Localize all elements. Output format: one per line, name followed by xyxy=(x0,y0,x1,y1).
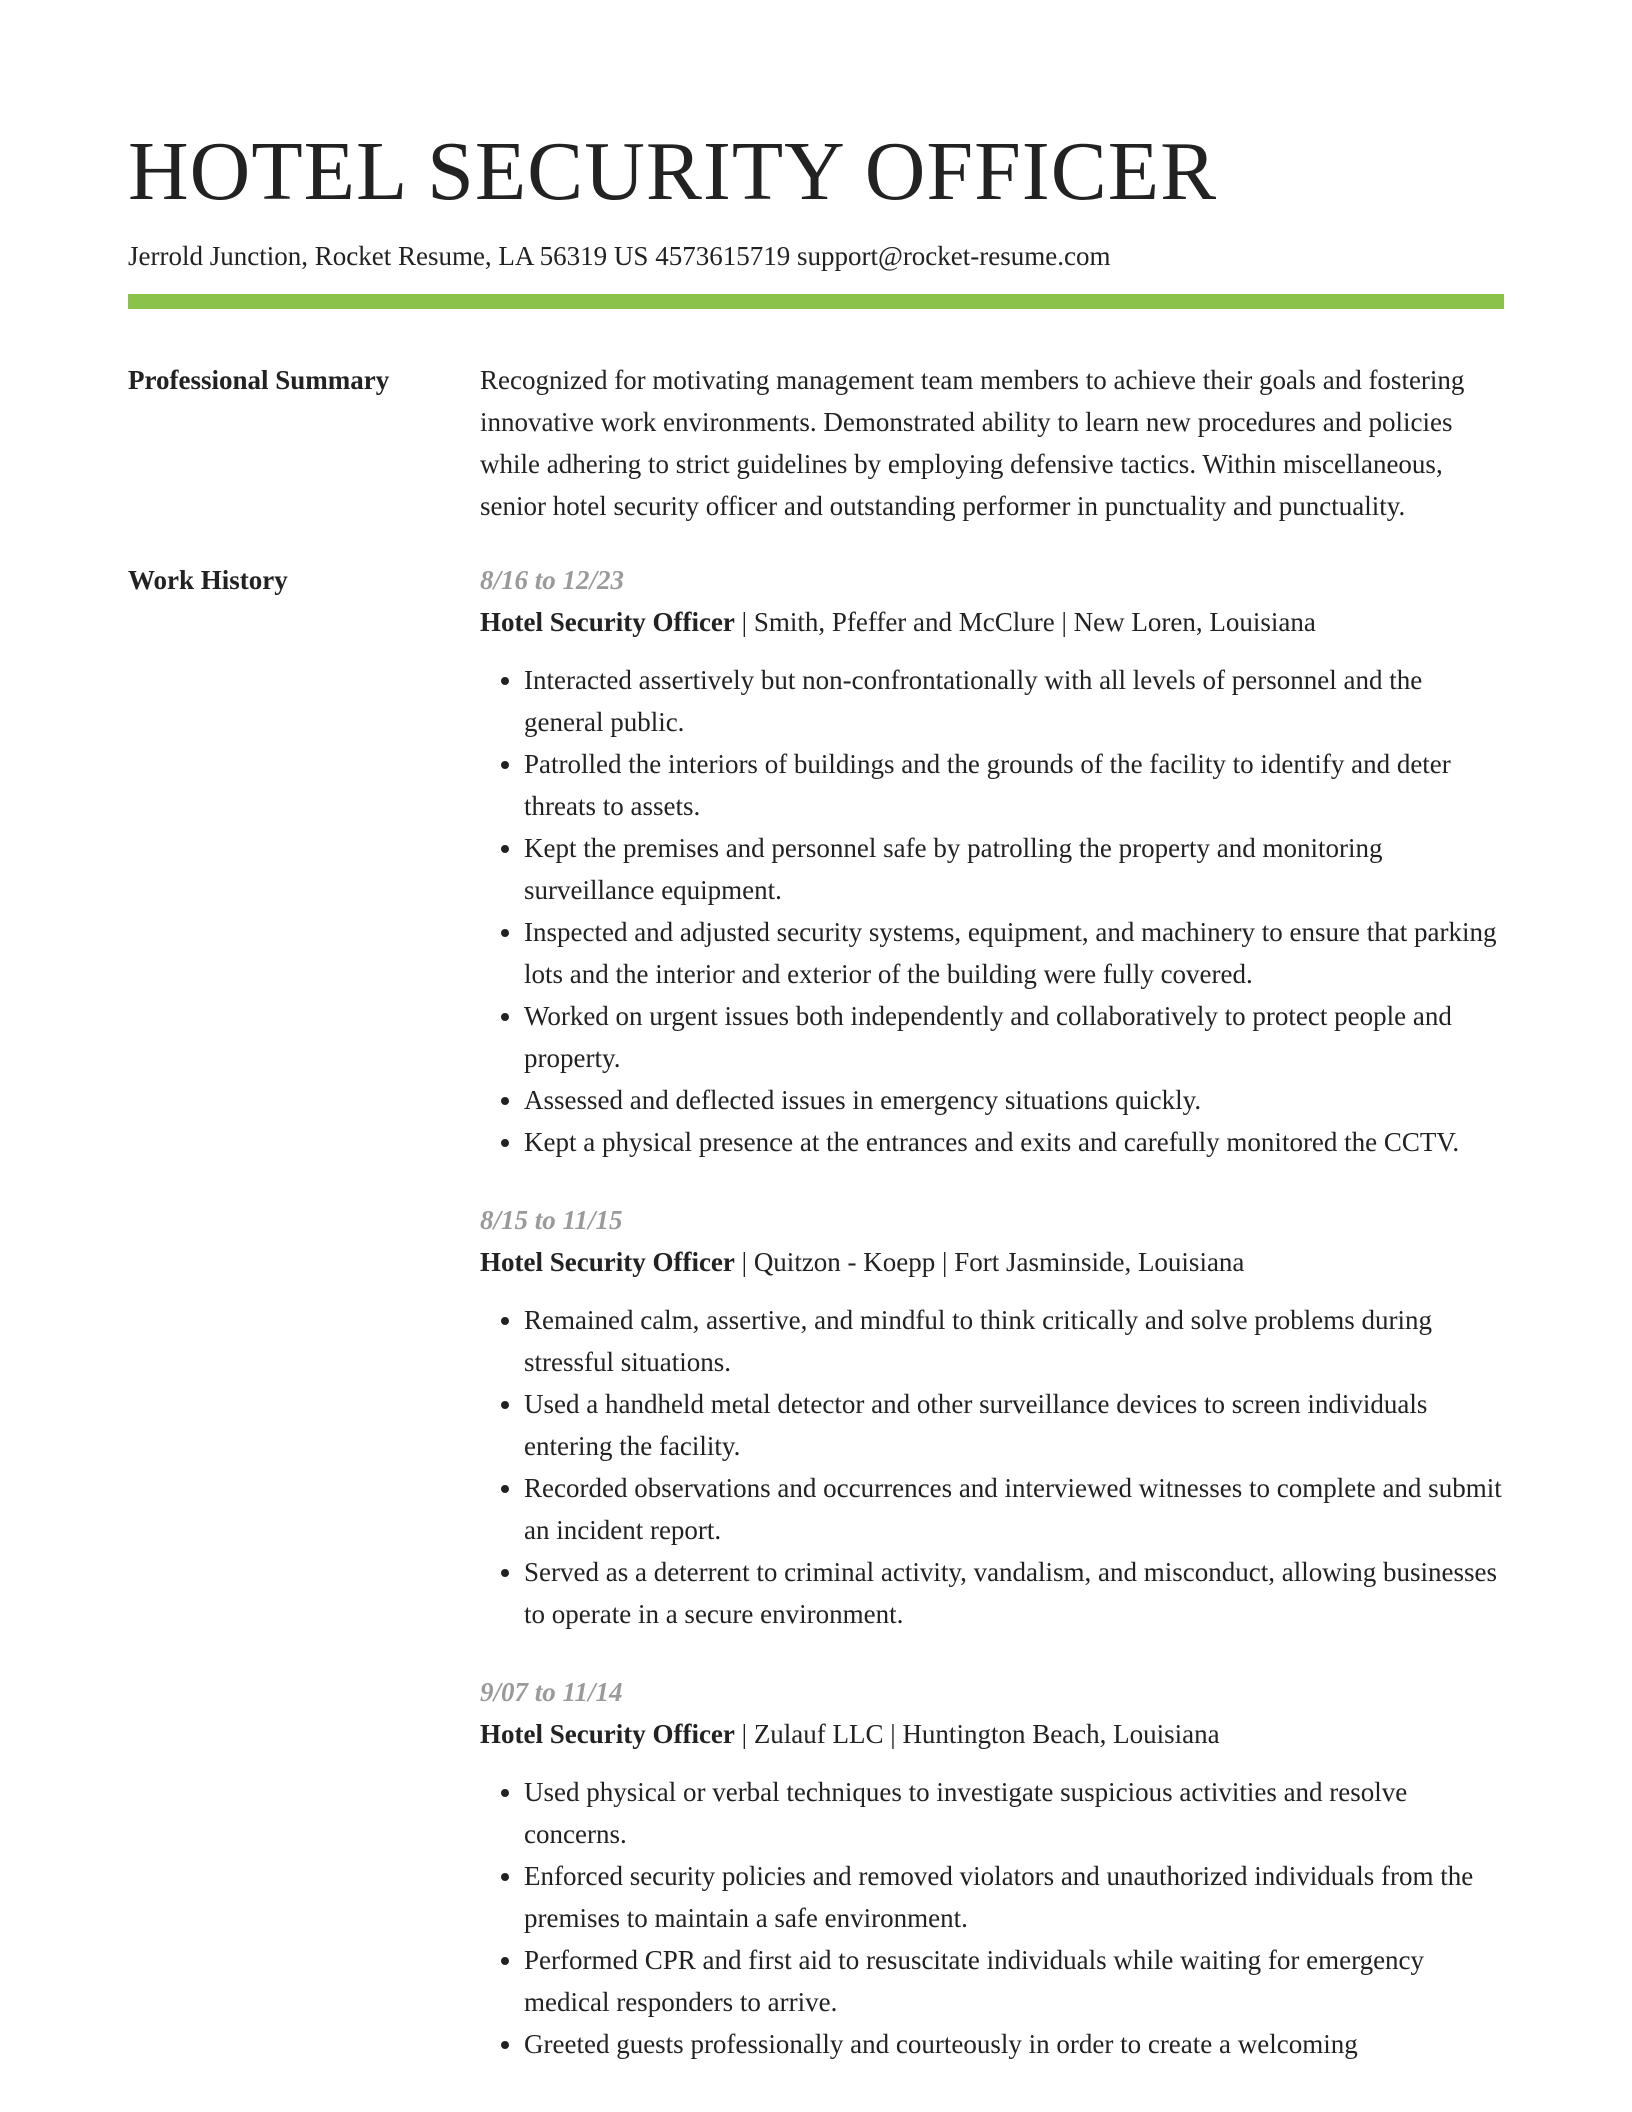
job-entry xyxy=(480,559,1504,1163)
job-separator: | xyxy=(734,1247,754,1277)
job-separator: | xyxy=(883,1719,903,1749)
job-bullet-list xyxy=(480,1771,1504,2065)
work-history-section xyxy=(128,559,1504,2101)
resume-name: HOTEL SECURITY OFFICER xyxy=(128,125,1218,218)
job-bullet: • Kept the premises and personnel safe by patrolling the property and monitoring surveillance equipment. xyxy=(524,827,1504,911)
job-bullet: • Inspected and adjusted security systems, equipment, and machinery to ensure that parking lots and the interior and exterior of the building were fully covered. xyxy=(524,911,1504,995)
job-bullet: • Kept a physical presence at the entrances and exits and carefully monitored the CCTV. xyxy=(524,1121,1504,1163)
job-separator: | xyxy=(734,1719,754,1749)
job-bullet: • Worked on urgent issues both independently and collaboratively to protect people and property. xyxy=(524,995,1504,1079)
work-history-list xyxy=(480,559,1504,2101)
job-bullet: • Used physical or verbal techniques to investigate suspicious activities and resolve concerns. xyxy=(524,1771,1504,1855)
job-company: Smith, Pfeffer and McClure xyxy=(753,607,1055,637)
job-dates: 8/16 to 12/23 xyxy=(480,565,625,595)
job-location: Huntington Beach, Louisiana xyxy=(902,1719,1220,1749)
job-entry xyxy=(480,1199,1504,1635)
job-bullet: • Recorded observations and occurrences and interviewed witnesses to complete and submit an incident report. xyxy=(524,1467,1504,1551)
job-bullet-list xyxy=(480,1299,1504,1635)
job-title: Hotel Security Officer xyxy=(480,607,735,637)
job-bullet: • Enforced security policies and removed violators and unauthorized individuals from the premises to maintain a safe environment. xyxy=(524,1855,1504,1939)
job-company: Quitzon - Koepp xyxy=(753,1247,936,1277)
job-bullet: • Served as a deterrent to criminal activity, vandalism, and misconduct, allowing businesses to operate in a secure environment. xyxy=(524,1551,1504,1635)
job-bullet: • Assessed and deflected issues in emergency situations quickly. xyxy=(524,1079,1504,1121)
header-divider xyxy=(128,294,1504,309)
job-bullet: • Used a handheld metal detector and other surveillance devices to screen individuals entering the facility. xyxy=(524,1383,1504,1467)
job-location: Fort Jasminside, Louisiana xyxy=(954,1247,1245,1277)
job-bullet: • Patrolled the interiors of buildings and the grounds of the facility to identify and deter threats to assets. xyxy=(524,743,1504,827)
summary-label: Professional Summary xyxy=(128,365,390,395)
job-bullet: • Interacted assertively but non-confrontationally with all levels of personnel and the general public. xyxy=(524,659,1504,743)
job-bullet-list xyxy=(480,659,1504,1163)
contact-line: Jerrold Junction, Rocket Resume, LA 56319 US 4573615719 support@rocket-resume.com xyxy=(128,241,1111,271)
job-bullet: • Performed CPR and first aid to resuscitate individuals while waiting for emergency medical responders to arrive. xyxy=(524,1939,1504,2023)
summary-section xyxy=(128,359,1504,527)
resume-page xyxy=(128,0,1504,2101)
job-separator: | xyxy=(1054,607,1074,637)
job-company: Zulauf LLC xyxy=(753,1719,884,1749)
job-title: Hotel Security Officer xyxy=(480,1719,735,1749)
job-bullet: • Remained calm, assertive, and mindful to think critically and solve problems during stressful situations. xyxy=(524,1299,1504,1383)
job-title-line xyxy=(480,1713,1504,1755)
job-separator: | xyxy=(734,607,754,637)
job-bullet: • Greeted guests professionally and courteously in order to create a welcoming xyxy=(524,2023,1504,2065)
job-title: Hotel Security Officer xyxy=(480,1247,735,1277)
job-location: New Loren, Louisiana xyxy=(1073,607,1316,637)
work-history-label: Work History xyxy=(128,565,288,595)
job-dates: 9/07 to 11/14 xyxy=(480,1677,623,1707)
job-entry xyxy=(480,1671,1504,2065)
summary-text: Recognized for motivating management team members to achieve their goals and fostering innovative work environments. Demonstrated ability to learn new procedures and policies while adhering to strict guidelines by employing defensive tactics. Within miscellaneous, senior hotel security officer and outstanding performer in punctuality and punctuality. xyxy=(480,365,1465,521)
job-title-line xyxy=(480,601,1504,643)
job-dates: 8/15 to 11/15 xyxy=(480,1205,623,1235)
job-separator: | xyxy=(935,1247,955,1277)
job-title-line xyxy=(480,1241,1504,1283)
